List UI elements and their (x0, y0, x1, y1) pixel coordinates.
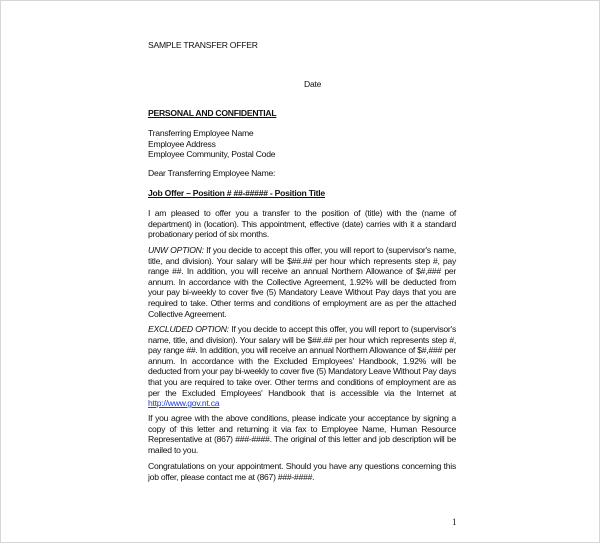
confidential-heading: PERSONAL AND CONFIDENTIAL (148, 108, 277, 118)
date-label: Date (304, 79, 322, 89)
gov-website-link[interactable]: http://www.gov.nt.ca (148, 398, 220, 409)
congratulations-paragraph: Congratulations on your appointment. Should you have any questions concerning this job offer, please contact me at (867) ###-####. (148, 461, 456, 482)
excluded-option-text: If you decide to accept this offer, you will report to (supervisor's name, title, and division). Your salary will be $##.## per hour which represents step #, pay range ##. In addition, you will receive an annual Northern Allowance of $#,### per annum. In accordance with the Excluded Employees' Handbook, 1.92% will be deducted from your pay bi-weekly to cover five (5) Mandatory Leave Without Pay days that you are required to take over. Other terms and conditions of employment are as per the Excluded Employees' Handbook that is accessible via the Internet at (148, 324, 456, 398)
recipient-name: Transferring Employee Name (148, 128, 254, 138)
recipient-street: Employee Address (148, 138, 216, 149)
recipient-address (148, 128, 275, 160)
salutation: Dear Transferring Employee Name: (148, 168, 276, 178)
recipient-community: Employee Community, Postal Code (148, 149, 276, 160)
document-title: SAMPLE TRANSFER OFFER (148, 40, 258, 50)
page-number: 1 (452, 517, 457, 527)
job-offer-heading: Job Offer – Position # ##-##### - Position Title (148, 188, 325, 198)
acceptance-paragraph: If you agree with the above conditions, please indicate your acceptance by signing a copy of this letter and returning it via fax to Employee Name, Human Resource Representative at (867) ###-####. The original of this letter and job description will be mailed to you. (148, 413, 456, 455)
unw-option-paragraph (148, 245, 456, 319)
excluded-option-paragraph (148, 324, 456, 409)
intro-paragraph: I am pleased to offer you a transfer to the position of (title) with the (name of department) in (location). This appointment, effective (date) carries with it a standard probationary period of six months. (148, 208, 456, 240)
unw-option-label: UNW OPTION: (148, 245, 204, 255)
excluded-option-label: EXCLUDED OPTION: (148, 324, 229, 334)
unw-option-text: If you decide to accept this offer, you will report to (supervisor's name, title, and division). Your salary will be $##.## per hour which represents step #, pay range ##. In addition, you will receive an annual Northern Allowance of $#,### per annum. In accordance with the Collective Agreement, 1.92% will be deducted from your pay bi-weekly to cover five (5) Mandatory Leave Without Pay days that you are required to take. Other terms and conditions of employment are as per the attached Collective Agreement. (148, 245, 456, 319)
